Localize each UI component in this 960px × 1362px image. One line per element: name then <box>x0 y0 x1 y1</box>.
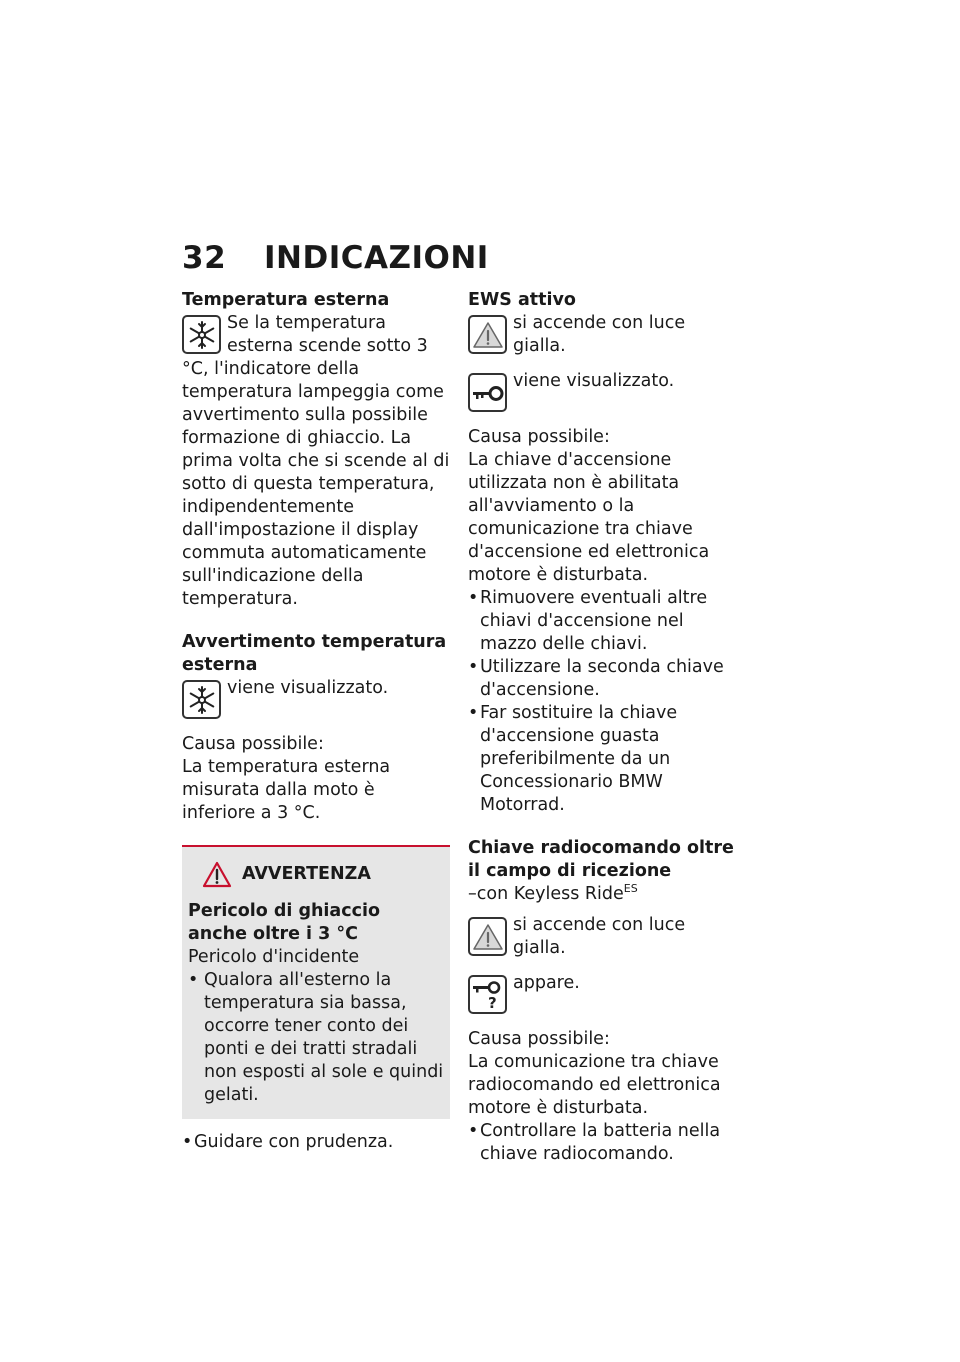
icon-caption: appare. <box>513 973 580 993</box>
superscript-es: ES <box>623 882 638 896</box>
action-list <box>468 1120 736 1166</box>
list-item: • Far sostituire la chiave d'accensione guasta preferibilmente da un Concessionario BMW Motorrad. <box>468 702 736 817</box>
list-item: • Controllare la batteria nella chiave radiocomando. <box>468 1120 736 1166</box>
cause-label: Causa possibile: <box>182 734 324 754</box>
section-title: Temperatura esterna <box>182 290 390 310</box>
right-column <box>468 289 736 1186</box>
section-outside-temperature <box>182 289 450 611</box>
warning-subheading: Pericolo d'incidente <box>188 947 360 967</box>
section-title: Chiave radiocomando oltre il campo di ricezione <box>468 838 734 881</box>
list-item: • Qualora all'esterno la temperatura sia bassa, occorre tener conto dei ponti e dei tratti stradali non esposti al sole e quindi gelati. <box>188 969 444 1107</box>
cause-label: Causa possibile: <box>468 427 610 447</box>
warning-label: AVVERTENZA <box>242 864 371 884</box>
general-warning-icon <box>468 917 507 956</box>
cause-text: La comunicazione tra chiave radiocomando ed elettronica motore è disturbata. <box>468 1052 721 1118</box>
section-subtitle: –con Keyless Ride$^{ES}$ <box>468 882 638 904</box>
icon-caption: si accende con luce gialla. <box>513 915 686 958</box>
list-item: • Rimuovere eventuali altre chiavi d'accensione nel mazzo delle chiavi. <box>468 587 736 656</box>
general-warning-icon <box>468 315 507 354</box>
key-question-icon <box>468 975 507 1014</box>
section-title: Avvertimento temperatura esterna <box>182 632 447 675</box>
cause-text: La temperatura esterna misurata dalla moto è inferiore a 3 °C. <box>182 757 391 823</box>
section-remote-key-out-of-range <box>468 837 736 1166</box>
section-temperature-warning <box>182 631 450 825</box>
key-icon <box>468 373 507 412</box>
list-item: • Guidare con prudenza. <box>182 1131 450 1154</box>
section-text: Se la temperatura esterna scende sotto 3 °C, l'indicatore della temperatura lampeggia come avvertimento sulla possibile formazione di ghiaccio. La prima volta che si scende al di sotto di questa temperatura, indipendentemente dall'impostazione il display commuta automaticamente sull'indicazione della temperatura. <box>182 313 450 609</box>
warning-box <box>182 845 450 1119</box>
page-header <box>182 240 489 276</box>
left-column <box>182 289 450 1154</box>
cause-label: Causa possibile: <box>468 1029 610 1049</box>
snowflake-icon <box>182 315 221 354</box>
action-list <box>468 587 736 817</box>
cause-text: La chiave d'accensione utilizzata non è abilitata all'avviamento o la comunicazione tra chiave d'accensione ed elettronica motore è disturbata. <box>468 450 710 585</box>
warning-title <box>188 861 444 888</box>
section-title: EWS attivo <box>468 290 576 310</box>
icon-caption: viene visualizzato. <box>513 371 675 391</box>
warning-list <box>188 969 444 1107</box>
icon-caption: si accende con luce gialla. <box>513 313 686 356</box>
list-item: • Utilizzare la seconda chiave d'accensione. <box>468 656 736 702</box>
snowflake-icon <box>182 680 221 719</box>
warning-triangle-icon <box>202 861 232 888</box>
icon-caption: viene visualizzato. <box>227 678 389 698</box>
action-list <box>182 1131 450 1154</box>
section-ews-active <box>468 289 736 817</box>
svg-text:?: ? <box>487 993 497 1010</box>
warning-heading: Pericolo di ghiaccio anche oltre i 3 °C <box>188 901 381 944</box>
page-title: INDICAZIONI <box>264 240 489 276</box>
page-number: 32 <box>182 240 227 276</box>
